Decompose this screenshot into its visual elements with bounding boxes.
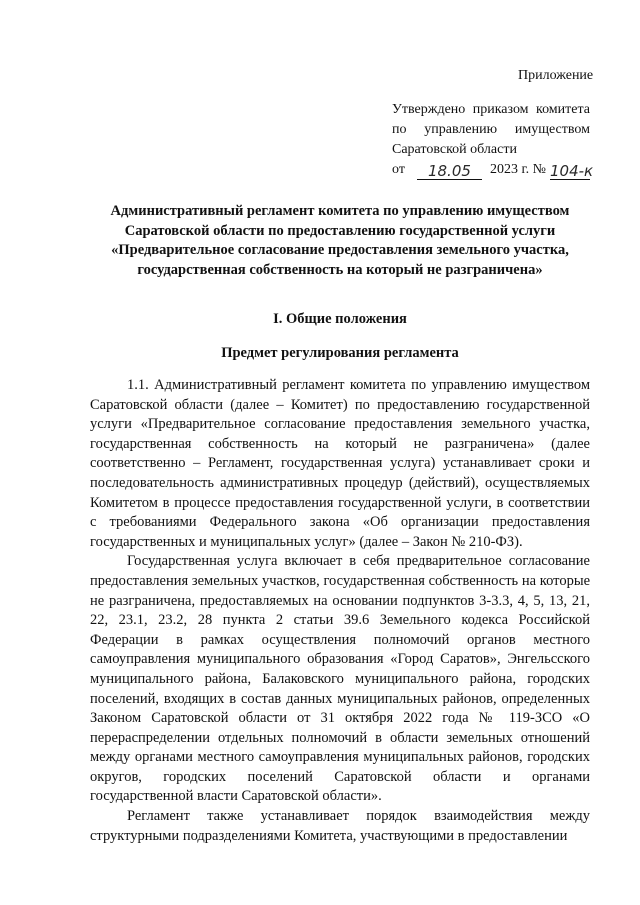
approval-line: Саратовской области (392, 142, 517, 157)
approval-date-line (392, 160, 594, 180)
date-prefix: от (392, 162, 405, 177)
approval-block (392, 100, 594, 180)
body-text (90, 376, 590, 846)
approval-line: по управлению имуществом (392, 122, 590, 137)
paragraph-interaction: Регламент также устанавливает порядок взаимодействия между структурными подразделениями Комитета, участвующими в предоставлении (90, 808, 590, 844)
appendix-label: Приложение (518, 68, 594, 83)
paragraph-service-scope: Государственная услуга включает в себя предварительное согласование предоставления земельных участков, государственная собственность на которые не разграничена, предоставляемых на основании подпунктов 3-3.3, 4, 5, 13, 21, 22, 23.1, 23.2, 28 пункта 2 статьи 39.6 Земельного кодекса Российской Федерации в рамках осуществления полномочий органов местного самоуправления муниципального образования «Город Саратов», Энгельсского муниципального района, Балаковского муниципального района, городских поселений, входящих в состав данных муниципальных районов, определенных Законом Саратовской области от 31 октября 2022 года № 119-ЗСО «О перераспределении отдельных полномочий в области земельных отношений между органами местного самоуправления муниципальных районов, городских округов, городских поселений Саратовской области и органами государственной власти Саратовской области». (90, 553, 590, 805)
document-title: Административный регламент комитета по управлению имуществом Саратовской области по предоставлению государственной услуги «Предварительное согласование предоставления земельного участка, государственная собственность на который не разграничена» (110, 203, 570, 278)
year-number-label: 2023 г. № (489, 162, 546, 177)
subject-heading: Предмет регулирования регламента (221, 345, 459, 361)
approval-line: Утверждено приказом комитета (392, 102, 590, 117)
paragraph-1-1: 1.1. Административный регламент комитета по управлению имуществом Саратовской области (далее – Комитет) по предоставлению государственной услуги «Предварительное согласование предоставления земельного участка, государственная собственность на который не разграничена» (далее соответственно – Регламент, государственная услуга) устанавливает сроки и последовательность административных процедур (действий), осуществляемых Комитетом в процессе предоставления государственной услуги, в соответствии с требованиями Федерального закона «Об организации предоставления государственных и муниципальных услуг» (далее – Закон № 210-ФЗ). (90, 377, 590, 550)
section-heading: I. Общие положения (273, 311, 407, 327)
handwritten-date: 18.05 (417, 163, 482, 180)
handwritten-order-number: 104-к (550, 162, 594, 180)
